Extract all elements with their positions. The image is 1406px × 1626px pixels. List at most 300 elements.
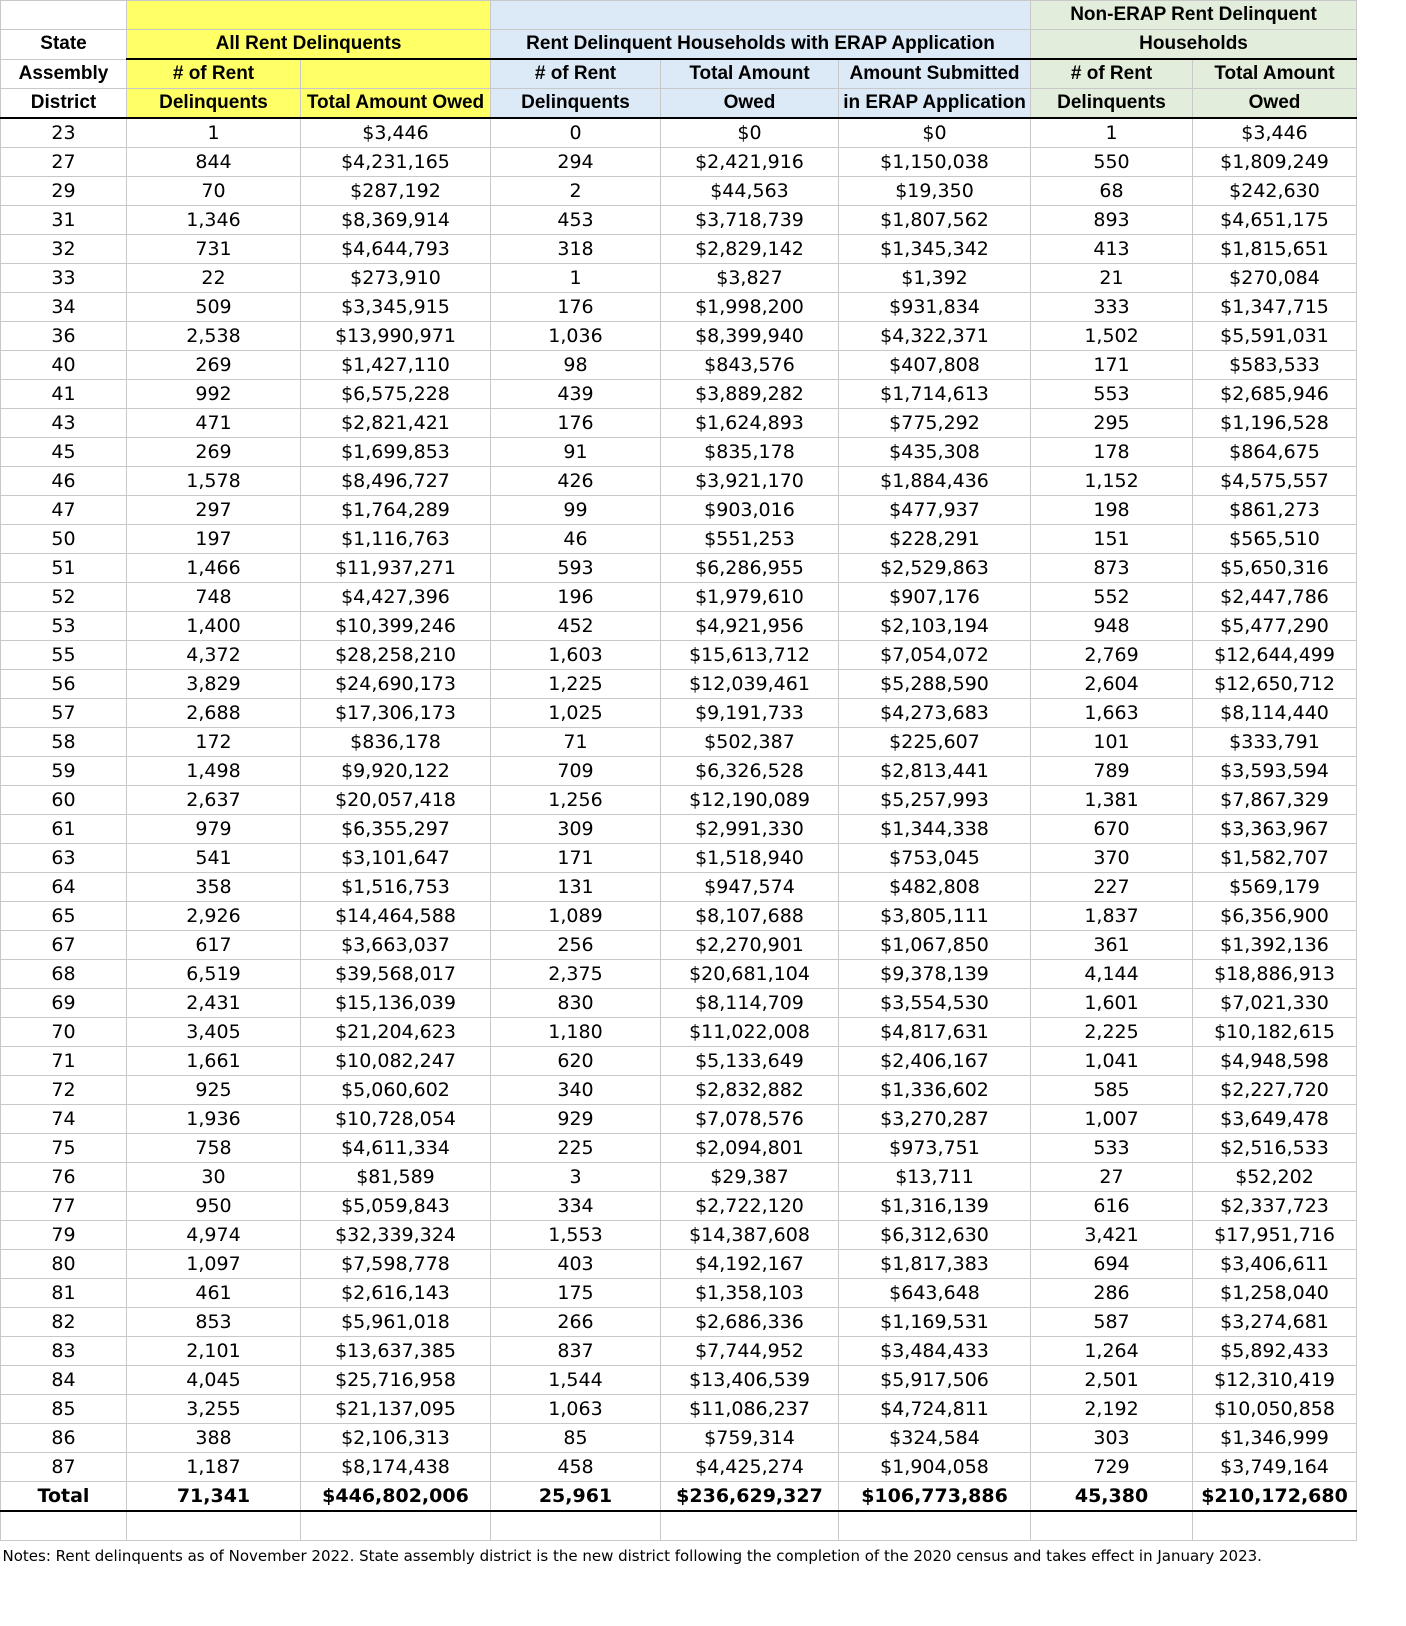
cell-non-owed: $12,644,499 <box>1193 641 1357 670</box>
cell-erap-submitted: $225,607 <box>839 728 1031 757</box>
cell-erap-submitted: $6,312,630 <box>839 1221 1031 1250</box>
cell-erap-submitted: $3,805,111 <box>839 902 1031 931</box>
cell-erap-submitted: $1,817,383 <box>839 1250 1031 1279</box>
cell-all-owed: $3,663,037 <box>301 931 491 960</box>
cell-erap-count: 294 <box>491 148 661 177</box>
header-non-count-line1: # of Rent <box>1031 59 1193 89</box>
cell-all-owed: $5,961,018 <box>301 1308 491 1337</box>
cell-district: 47 <box>1 496 127 525</box>
cell-non-owed: $8,114,440 <box>1193 699 1357 728</box>
cell-erap-owed: $2,991,330 <box>661 815 839 844</box>
table-row <box>1 757 1357 786</box>
cell-district: 53 <box>1 612 127 641</box>
cell-all-count: 758 <box>127 1134 301 1163</box>
cell-erap-submitted: $643,648 <box>839 1279 1031 1308</box>
table-row <box>1 989 1357 1018</box>
cell-district: 31 <box>1 206 127 235</box>
cell-erap-submitted: $775,292 <box>839 409 1031 438</box>
cell-erap-count: 620 <box>491 1047 661 1076</box>
cell-all-owed: $13,637,385 <box>301 1337 491 1366</box>
cell-erap-owed: $11,022,008 <box>661 1018 839 1047</box>
cell-erap-count: 837 <box>491 1337 661 1366</box>
cell-district: 59 <box>1 757 127 786</box>
group-header-non-erap-line1: Non-ERAP Rent Delinquent <box>1031 1 1357 30</box>
table-row <box>1 1424 1357 1453</box>
cell-erap-count: 593 <box>491 554 661 583</box>
cell-all-count: 2,101 <box>127 1337 301 1366</box>
cell-non-owed: $5,591,031 <box>1193 322 1357 351</box>
cell-non-owed: $5,650,316 <box>1193 554 1357 583</box>
cell-all-count: 2,538 <box>127 322 301 351</box>
cell-non-owed: $242,630 <box>1193 177 1357 206</box>
cell-erap-submitted: $753,045 <box>839 844 1031 873</box>
cell-erap-submitted: $0 <box>839 118 1031 148</box>
table-row <box>1 815 1357 844</box>
cell-all-owed: $11,937,271 <box>301 554 491 583</box>
cell-all-owed: $3,345,915 <box>301 293 491 322</box>
table-row <box>1 1308 1357 1337</box>
cell-non-count: 3,421 <box>1031 1221 1193 1250</box>
cell-non-count: 2,225 <box>1031 1018 1193 1047</box>
cell-district: 71 <box>1 1047 127 1076</box>
table-row <box>1 1366 1357 1395</box>
cell-non-owed: $1,582,707 <box>1193 844 1357 873</box>
table-row <box>1 380 1357 409</box>
cell-non-count: 198 <box>1031 496 1193 525</box>
cell-erap-count: 309 <box>491 815 661 844</box>
table-row <box>1 960 1357 989</box>
cell-all-count: 925 <box>127 1076 301 1105</box>
cell-erap-submitted: $1,345,342 <box>839 235 1031 264</box>
cell-erap-owed: $1,358,103 <box>661 1279 839 1308</box>
cell-district: 43 <box>1 409 127 438</box>
cell-erap-owed: $7,078,576 <box>661 1105 839 1134</box>
cell-erap-owed: $3,718,739 <box>661 206 839 235</box>
cell-erap-owed: $44,563 <box>661 177 839 206</box>
cell-all-owed: $1,516,753 <box>301 873 491 902</box>
cell-non-owed: $1,815,651 <box>1193 235 1357 264</box>
cell-erap-submitted: $5,288,590 <box>839 670 1031 699</box>
cell-erap-submitted: $1,336,602 <box>839 1076 1031 1105</box>
header-all-count-line1: # of Rent <box>127 59 301 89</box>
cell-all-owed: $4,611,334 <box>301 1134 491 1163</box>
cell-all-count: 30 <box>127 1163 301 1192</box>
cell-non-count: 694 <box>1031 1250 1193 1279</box>
cell-non-owed: $864,675 <box>1193 438 1357 467</box>
cell-erap-count: 830 <box>491 989 661 1018</box>
cell-erap-count: 1,180 <box>491 1018 661 1047</box>
cell-district: 77 <box>1 1192 127 1221</box>
cell-district: 45 <box>1 438 127 467</box>
cell-all-count: 3,829 <box>127 670 301 699</box>
cell-non-owed: $3,406,611 <box>1193 1250 1357 1279</box>
cell-district: 27 <box>1 148 127 177</box>
cell-erap-owed: $947,574 <box>661 873 839 902</box>
cell-non-owed: $3,274,681 <box>1193 1308 1357 1337</box>
cell-all-owed: $13,990,971 <box>301 322 491 351</box>
table-row <box>1 1395 1357 1424</box>
cell-erap-owed: $2,832,882 <box>661 1076 839 1105</box>
cell-all-count: 731 <box>127 235 301 264</box>
cell-non-owed: $12,650,712 <box>1193 670 1357 699</box>
cell-district: 76 <box>1 1163 127 1192</box>
header-erap-owed-line2: Owed <box>661 89 839 119</box>
cell-non-count: 553 <box>1031 380 1193 409</box>
cell-non-count: 948 <box>1031 612 1193 641</box>
cell-erap-count: 1 <box>491 264 661 293</box>
cell-erap-owed: $8,114,709 <box>661 989 839 1018</box>
cell-erap-count: 99 <box>491 496 661 525</box>
cell-non-owed: $52,202 <box>1193 1163 1357 1192</box>
cell-district: 33 <box>1 264 127 293</box>
cell-erap-count: 225 <box>491 1134 661 1163</box>
table-row <box>1 873 1357 902</box>
cell-all-owed: $836,178 <box>301 728 491 757</box>
cell-district: 87 <box>1 1453 127 1482</box>
cell-erap-submitted: $1,150,038 <box>839 148 1031 177</box>
cell-non-count: 873 <box>1031 554 1193 583</box>
cell-district: 69 <box>1 989 127 1018</box>
cell-district: 85 <box>1 1395 127 1424</box>
cell-erap-count: 98 <box>491 351 661 380</box>
cell-all-owed: $8,496,727 <box>301 467 491 496</box>
cell-erap-submitted: $1,807,562 <box>839 206 1031 235</box>
cell-erap-count: 175 <box>491 1279 661 1308</box>
cell-all-count: 3,255 <box>127 1395 301 1424</box>
cell-non-count: 303 <box>1031 1424 1193 1453</box>
cell-district: 40 <box>1 351 127 380</box>
cell-all-owed: $3,101,647 <box>301 844 491 873</box>
cell-district: 83 <box>1 1337 127 1366</box>
cell-erap-owed: $3,889,282 <box>661 380 839 409</box>
cell-all-count: 2,926 <box>127 902 301 931</box>
cell-all-count: 4,372 <box>127 641 301 670</box>
table-row <box>1 1221 1357 1250</box>
cell-erap-owed: $2,686,336 <box>661 1308 839 1337</box>
cell-non-owed: $3,649,478 <box>1193 1105 1357 1134</box>
cell-all-count: 1,498 <box>127 757 301 786</box>
table-row <box>1 583 1357 612</box>
cell-all-owed: $4,427,396 <box>301 583 491 612</box>
cell-all-owed: $10,399,246 <box>301 612 491 641</box>
table-row <box>1 902 1357 931</box>
cell-all-owed: $1,116,763 <box>301 525 491 554</box>
cell-non-owed: $1,196,528 <box>1193 409 1357 438</box>
cell-all-owed: $287,192 <box>301 177 491 206</box>
table-row <box>1 1134 1357 1163</box>
cell-non-count: 533 <box>1031 1134 1193 1163</box>
cell-erap-count: 1,256 <box>491 786 661 815</box>
cell-erap-submitted: $19,350 <box>839 177 1031 206</box>
cell-erap-count: 1,553 <box>491 1221 661 1250</box>
cell-district: 67 <box>1 931 127 960</box>
notes-text: Notes: Rent delinquents as of November 2022. State assembly district is the new district following the completion of the 2020 census and takes effect in January 2023. <box>2 1547 1262 1565</box>
table-row <box>1 496 1357 525</box>
cell-erap-owed: $5,133,649 <box>661 1047 839 1076</box>
cell-all-owed: $10,082,247 <box>301 1047 491 1076</box>
cell-non-owed: $1,392,136 <box>1193 931 1357 960</box>
table-row <box>1 786 1357 815</box>
cell-erap-count: 334 <box>491 1192 661 1221</box>
cell-non-owed: $10,050,858 <box>1193 1395 1357 1424</box>
cell-erap-owed: $551,253 <box>661 525 839 554</box>
total-erap-owed: $236,629,327 <box>661 1482 839 1512</box>
cell-all-count: 269 <box>127 438 301 467</box>
cell-erap-submitted: $477,937 <box>839 496 1031 525</box>
cell-erap-count: 1,544 <box>491 1366 661 1395</box>
cell-all-count: 297 <box>127 496 301 525</box>
cell-erap-owed: $8,399,940 <box>661 322 839 351</box>
cell-erap-count: 1,036 <box>491 322 661 351</box>
cell-erap-owed: $2,094,801 <box>661 1134 839 1163</box>
cell-all-owed: $24,690,173 <box>301 670 491 699</box>
cell-erap-owed: $903,016 <box>661 496 839 525</box>
cell-erap-owed: $1,998,200 <box>661 293 839 322</box>
total-erap-submitted: $106,773,886 <box>839 1482 1031 1512</box>
cell-all-count: 1,187 <box>127 1453 301 1482</box>
cell-erap-submitted: $9,378,139 <box>839 960 1031 989</box>
table-row <box>1 264 1357 293</box>
cell-non-count: 101 <box>1031 728 1193 757</box>
table-row <box>1 148 1357 177</box>
cell-all-count: 3,405 <box>127 1018 301 1047</box>
cell-all-count: 2,431 <box>127 989 301 1018</box>
cell-all-owed: $273,910 <box>301 264 491 293</box>
cell-all-count: 1,400 <box>127 612 301 641</box>
cell-non-count: 1,007 <box>1031 1105 1193 1134</box>
table-row <box>1 1163 1357 1192</box>
cell-erap-owed: $4,192,167 <box>661 1250 839 1279</box>
cell-all-count: 1,578 <box>127 467 301 496</box>
header-blank <box>1 1 127 30</box>
cell-erap-count: 0 <box>491 118 661 148</box>
cell-all-count: 950 <box>127 1192 301 1221</box>
cell-non-owed: $12,310,419 <box>1193 1366 1357 1395</box>
cell-non-owed: $10,182,615 <box>1193 1018 1357 1047</box>
cell-erap-count: 1,063 <box>491 1395 661 1424</box>
cell-non-owed: $3,593,594 <box>1193 757 1357 786</box>
cell-non-owed: $4,948,598 <box>1193 1047 1357 1076</box>
cell-non-count: 413 <box>1031 235 1193 264</box>
cell-district: 86 <box>1 1424 127 1453</box>
cell-all-owed: $25,716,958 <box>301 1366 491 1395</box>
cell-all-count: 1,346 <box>127 206 301 235</box>
total-all-owed: $446,802,006 <box>301 1482 491 1512</box>
table-row <box>1 351 1357 380</box>
cell-erap-owed: $759,314 <box>661 1424 839 1453</box>
header-state-line2: Assembly <box>1 59 127 89</box>
cell-non-count: 151 <box>1031 525 1193 554</box>
cell-non-count: 1,663 <box>1031 699 1193 728</box>
header-all-count-line2: Delinquents <box>127 89 301 119</box>
cell-erap-owed: $12,190,089 <box>661 786 839 815</box>
header-erap-submitted-line2: in ERAP Application <box>839 89 1031 119</box>
cell-erap-count: 256 <box>491 931 661 960</box>
cell-district: 58 <box>1 728 127 757</box>
table-row <box>1 206 1357 235</box>
cell-all-owed: $9,920,122 <box>301 757 491 786</box>
cell-non-owed: $861,273 <box>1193 496 1357 525</box>
header-erap-count-line1: # of Rent <box>491 59 661 89</box>
cell-all-owed: $15,136,039 <box>301 989 491 1018</box>
cell-all-count: 1,097 <box>127 1250 301 1279</box>
cell-erap-submitted: $1,344,338 <box>839 815 1031 844</box>
cell-district: 74 <box>1 1105 127 1134</box>
cell-non-count: 2,501 <box>1031 1366 1193 1395</box>
cell-non-owed: $3,446 <box>1193 118 1357 148</box>
cell-all-count: 541 <box>127 844 301 873</box>
cell-erap-submitted: $482,808 <box>839 873 1031 902</box>
cell-non-count: 587 <box>1031 1308 1193 1337</box>
cell-erap-count: 458 <box>491 1453 661 1482</box>
cell-erap-submitted: $4,273,683 <box>839 699 1031 728</box>
header-non-owed-line1: Total Amount <box>1193 59 1357 89</box>
cell-district: 61 <box>1 815 127 844</box>
cell-erap-count: 85 <box>491 1424 661 1453</box>
table-row <box>1 699 1357 728</box>
group-header-all: All Rent Delinquents <box>127 30 491 60</box>
cell-district: 57 <box>1 699 127 728</box>
total-erap-count: 25,961 <box>491 1482 661 1512</box>
cell-erap-submitted: $407,808 <box>839 351 1031 380</box>
cell-non-count: 370 <box>1031 844 1193 873</box>
cell-erap-owed: $8,107,688 <box>661 902 839 931</box>
cell-non-owed: $4,651,175 <box>1193 206 1357 235</box>
cell-erap-submitted: $5,257,993 <box>839 786 1031 815</box>
header-erap-owed-line1: Total Amount <box>661 59 839 89</box>
cell-district: 64 <box>1 873 127 902</box>
header-non-count-line2: Delinquents <box>1031 89 1193 119</box>
total-all-count: 71,341 <box>127 1482 301 1512</box>
header-non-owed-line2: Owed <box>1193 89 1357 119</box>
cell-non-count: 27 <box>1031 1163 1193 1192</box>
cell-non-owed: $583,533 <box>1193 351 1357 380</box>
table-row <box>1 438 1357 467</box>
cell-erap-owed: $29,387 <box>661 1163 839 1192</box>
cell-erap-count: 3 <box>491 1163 661 1192</box>
cell-district: 82 <box>1 1308 127 1337</box>
cell-erap-count: 131 <box>491 873 661 902</box>
cell-all-owed: $2,616,143 <box>301 1279 491 1308</box>
cell-erap-owed: $2,421,916 <box>661 148 839 177</box>
cell-non-count: 68 <box>1031 177 1193 206</box>
cell-non-count: 361 <box>1031 931 1193 960</box>
cell-district: 68 <box>1 960 127 989</box>
cell-non-owed: $5,477,290 <box>1193 612 1357 641</box>
cell-erap-submitted: $1,714,613 <box>839 380 1031 409</box>
cell-all-count: 70 <box>127 177 301 206</box>
cell-erap-submitted: $2,406,167 <box>839 1047 1031 1076</box>
cell-erap-count: 1,025 <box>491 699 661 728</box>
table-row <box>1 525 1357 554</box>
cell-non-count: 1,152 <box>1031 467 1193 496</box>
cell-district: 80 <box>1 1250 127 1279</box>
header-state-line3: District <box>1 89 127 119</box>
cell-non-count: 2,769 <box>1031 641 1193 670</box>
cell-all-count: 172 <box>127 728 301 757</box>
cell-district: 65 <box>1 902 127 931</box>
cell-erap-owed: $12,039,461 <box>661 670 839 699</box>
cell-erap-submitted: $2,529,863 <box>839 554 1031 583</box>
cell-erap-count: 176 <box>491 409 661 438</box>
cell-erap-owed: $1,518,940 <box>661 844 839 873</box>
cell-non-count: 1,381 <box>1031 786 1193 815</box>
cell-non-count: 227 <box>1031 873 1193 902</box>
cell-all-count: 1,661 <box>127 1047 301 1076</box>
cell-non-owed: $5,892,433 <box>1193 1337 1357 1366</box>
cell-all-owed: $28,258,210 <box>301 641 491 670</box>
cell-all-count: 22 <box>127 264 301 293</box>
cell-erap-owed: $6,286,955 <box>661 554 839 583</box>
cell-district: 79 <box>1 1221 127 1250</box>
cell-non-owed: $1,809,249 <box>1193 148 1357 177</box>
cell-all-owed: $1,764,289 <box>301 496 491 525</box>
cell-non-owed: $565,510 <box>1193 525 1357 554</box>
cell-district: 75 <box>1 1134 127 1163</box>
cell-all-count: 471 <box>127 409 301 438</box>
cell-non-owed: $1,346,999 <box>1193 1424 1357 1453</box>
cell-non-owed: $2,447,786 <box>1193 583 1357 612</box>
cell-erap-owed: $2,722,120 <box>661 1192 839 1221</box>
cell-non-count: 616 <box>1031 1192 1193 1221</box>
cell-erap-owed: $6,326,528 <box>661 757 839 786</box>
cell-non-count: 1,041 <box>1031 1047 1193 1076</box>
cell-non-owed: $3,363,967 <box>1193 815 1357 844</box>
table-row <box>1 1018 1357 1047</box>
cell-erap-owed: $3,827 <box>661 264 839 293</box>
cell-non-count: 333 <box>1031 293 1193 322</box>
cell-erap-count: 452 <box>491 612 661 641</box>
cell-all-count: 1 <box>127 118 301 148</box>
cell-erap-owed: $15,613,712 <box>661 641 839 670</box>
cell-all-owed: $5,060,602 <box>301 1076 491 1105</box>
cell-all-count: 4,045 <box>127 1366 301 1395</box>
cell-non-owed: $2,516,533 <box>1193 1134 1357 1163</box>
table-row <box>1 1076 1357 1105</box>
cell-erap-count: 176 <box>491 293 661 322</box>
cell-non-count: 585 <box>1031 1076 1193 1105</box>
cell-all-owed: $4,644,793 <box>301 235 491 264</box>
cell-erap-count: 340 <box>491 1076 661 1105</box>
cell-non-owed: $17,951,716 <box>1193 1221 1357 1250</box>
cell-erap-submitted: $7,054,072 <box>839 641 1031 670</box>
cell-erap-owed: $843,576 <box>661 351 839 380</box>
cell-non-count: 1,837 <box>1031 902 1193 931</box>
table-row <box>1 641 1357 670</box>
table-row <box>1 1453 1357 1482</box>
cell-erap-owed: $2,829,142 <box>661 235 839 264</box>
cell-all-count: 388 <box>127 1424 301 1453</box>
cell-non-owed: $2,227,720 <box>1193 1076 1357 1105</box>
cell-erap-owed: $7,744,952 <box>661 1337 839 1366</box>
cell-erap-submitted: $907,176 <box>839 583 1031 612</box>
cell-erap-owed: $3,921,170 <box>661 467 839 496</box>
cell-district: 52 <box>1 583 127 612</box>
cell-erap-owed: $14,387,608 <box>661 1221 839 1250</box>
cell-erap-count: 318 <box>491 235 661 264</box>
cell-erap-count: 2 <box>491 177 661 206</box>
cell-erap-count: 1,225 <box>491 670 661 699</box>
cell-non-count: 550 <box>1031 148 1193 177</box>
table-row <box>1 467 1357 496</box>
cell-non-count: 670 <box>1031 815 1193 844</box>
cell-all-count: 617 <box>127 931 301 960</box>
cell-erap-owed: $835,178 <box>661 438 839 467</box>
cell-all-owed: $81,589 <box>301 1163 491 1192</box>
cell-all-owed: $10,728,054 <box>301 1105 491 1134</box>
cell-all-count: 2,637 <box>127 786 301 815</box>
header-all-owed: Total Amount Owed <box>301 89 491 119</box>
